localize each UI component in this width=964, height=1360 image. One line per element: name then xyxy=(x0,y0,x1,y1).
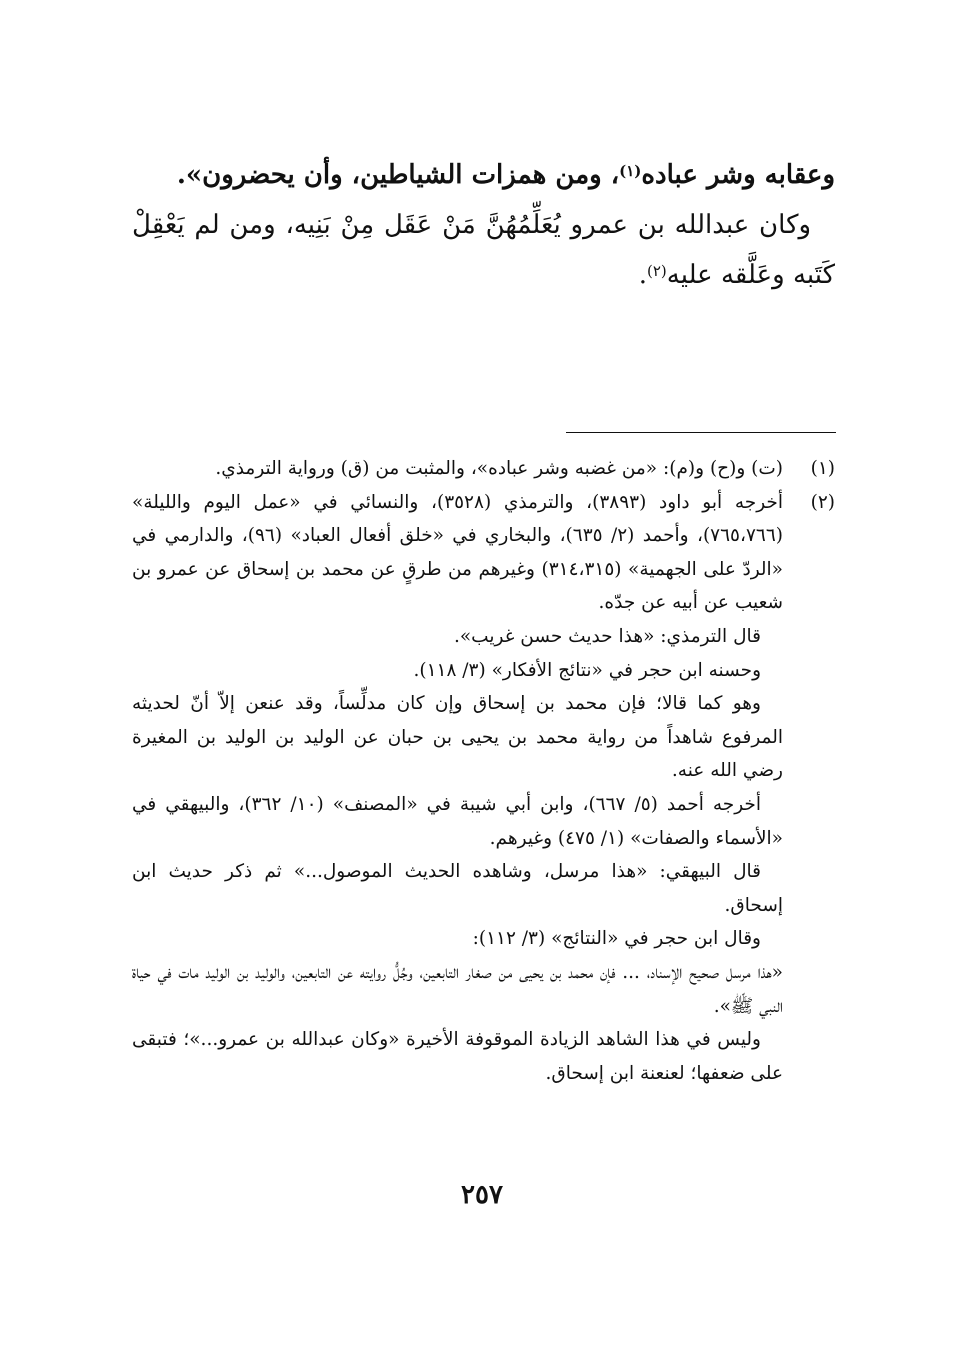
page-number: ٢٥٧ xyxy=(461,1180,503,1210)
footnote-1 xyxy=(132,452,835,486)
main-paragraph-2-text: وكان عبدالله بن عمرو يُعَلِّمُهُنَّ مَنْ عَقَل مِنْ بَنِيه، ومن لم يَعْقِلْ كَتَبه وعَلَّقه عليه xyxy=(132,210,835,290)
main-paragraph-2-end: . xyxy=(638,260,647,290)
main-text xyxy=(132,150,835,300)
footnote-paragraph: «هذا مرسل صحيح الإسناد، ... فإن محمد بن يحيى من صغار التابعين، وجُلُّ روايته عن التابعين، والوليد بن الوليد مات في حياة النبي ﷺ». xyxy=(132,961,783,1017)
main-line-1 xyxy=(132,150,835,200)
footnote-paragraph: وهو كما قالا؛ فإن محمد بن إسحاق وإن كان مدلِّساً، وقد عنعن إلاّ أنّ لحديثه المرفوع شاهداً من رواية محمد بن يحيى بن حبان عن الوليد بن الوليد بن المغيرة رضي الله عنه. xyxy=(132,693,783,782)
footnote-paragraph: وحسنه ابن حجر في «نتائج الأفكار» (٣/ ١١٨). xyxy=(413,659,761,681)
main-line-1-text: وعقابه وشر عباده xyxy=(641,160,835,190)
footnotes xyxy=(132,452,835,1090)
footnote-paragraph: وليس في هذا الشاهد الزيادة الموقوفة الأخيرة «وكان عبدالله بن عمرو...»؛ فتبقى على ضعفها؛ لعنعنة ابن إسحاق. xyxy=(132,1029,783,1084)
footnote-number: (١) xyxy=(810,458,835,479)
footnote-separator xyxy=(566,432,836,433)
footnote-paragraph: وقال ابن حجر في «النتائج» (٣/ ١١٢): xyxy=(472,928,761,950)
footnote-paragraph: (ت) و(ح) و(م): «من غضبه وشر عباده»، والمثبت من (ق) ورواية الترمذي. xyxy=(215,458,783,479)
footnote-paragraph: قال البيهقي: «هذا مرسل، وشاهده الحديث الموصول...» ثم ذكر حديث ابن إسحاق. xyxy=(132,861,783,916)
main-paragraph-2 xyxy=(132,200,835,300)
main-line-1-rest: ، ومن همزات الشياطين، وأن يحضرون». xyxy=(176,160,620,190)
footnote-ref-2[interactable]: (٢) xyxy=(647,262,667,280)
footnote-ref-1[interactable]: (١) xyxy=(619,162,642,180)
footnote-2 xyxy=(132,486,835,1091)
footnote-number: (٢) xyxy=(810,491,835,513)
footnote-paragraph: أخرجه أبو داود (٣٨٩٣)، والترمذي (٣٥٢٨)، والنسائي في «عمل اليوم والليلة» (٧٦٥،٧٦٦)، وأحمد (٢/ ٦٣٥)، والبخاري في «خلق أفعال العباد» (٩٦)، والدارمي في «الردّ على الجهمية» (٣١٤،٣١٥) وغيرهم من طرقٍ عن محمد بن إسحاق عن عمرو بن شعيب عن أبيه عن جدّه. xyxy=(132,491,783,614)
footnote-paragraph: أخرجه أحمد (٥/ ٦٦٧)، وابن أبي شيبة في «المصنف» (١٠/ ٣٦٢)، والبيهقي في «الأسماء والصفات» (١/ ٤٧٥) وغيرهم. xyxy=(132,793,783,849)
footnote-paragraph: قال الترمذي: «هذا حديث حسن غريب». xyxy=(453,625,761,647)
